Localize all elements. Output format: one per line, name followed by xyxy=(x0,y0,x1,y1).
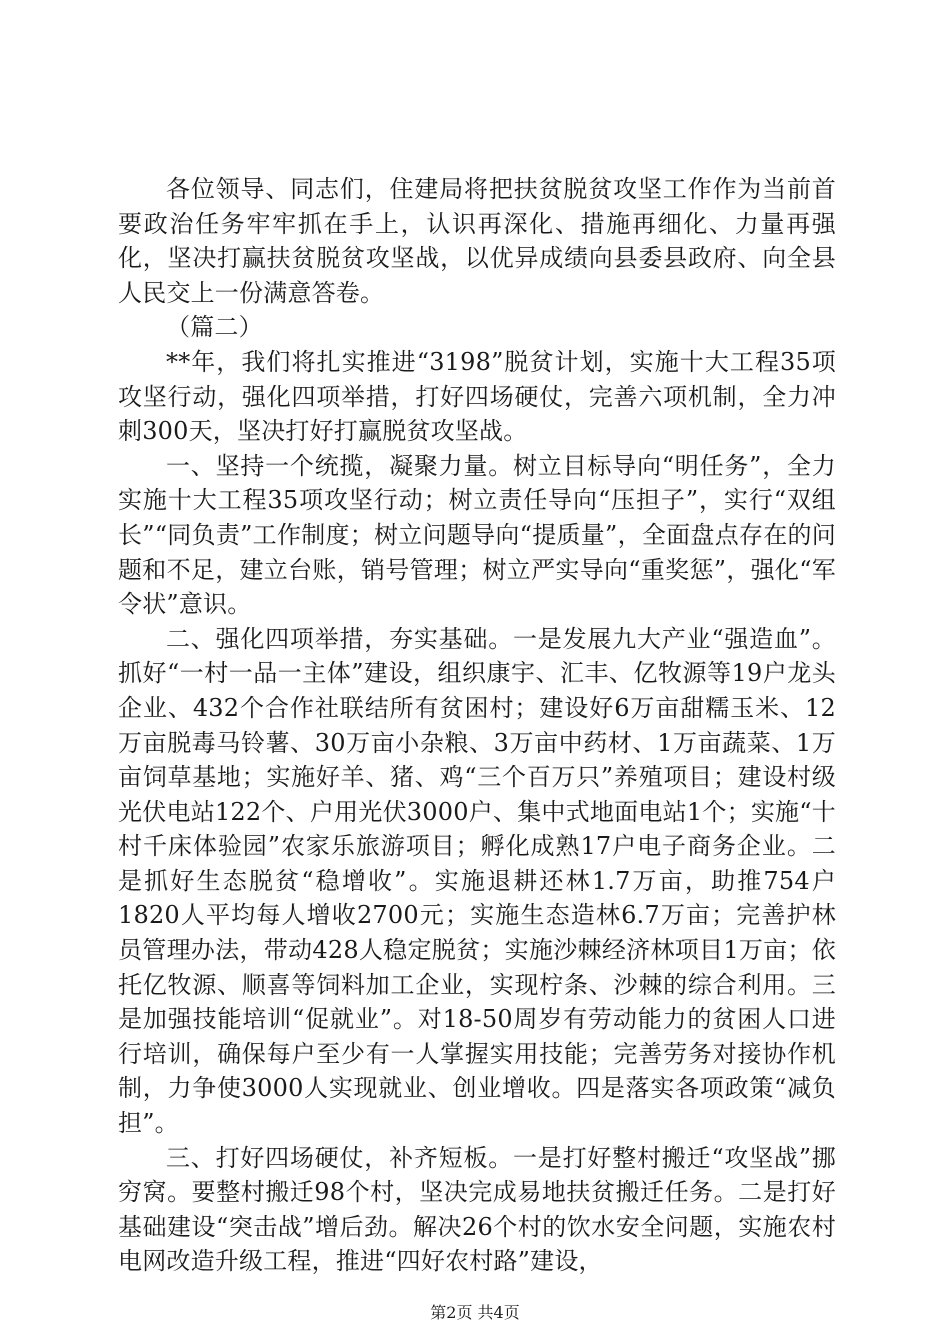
paragraph-closing-remarks: 各位领导、同志们，住建局将把扶贫脱贫攻坚工作作为当前首要政治任务牢牢抓在手上，认识再深化、措施再细化、力量再强化，坚决打赢扶贫脱贫攻坚战，以优异成绩向县委县政府、向全县人民交上一份满意答卷。 xyxy=(118,175,836,307)
paragraph-annual-plan: **年，我们将扎实推进“3198”脱贫计划，实施十大工程35项攻坚行动，强化四项举措，打好四场硬仗，完善六项机制，全力冲刺300天，坚决打好打赢脱贫攻坚战。 xyxy=(118,347,836,446)
paragraph-point-one: 一、坚持一个统揽，凝聚力量。树立目标导向“明任务”，全力实施十大工程35项攻坚行动；树立责任导向“压担子”，实行“双组长”“同负责”工作制度；树立问题导向“提质量”，全面盘点存在的问题和不足，建立台账，销号管理；树立严实导向“重奖惩”，强化“军令状”意识。 xyxy=(118,451,836,619)
paragraph-point-two: 二、强化四项举措，夯实基础。一是发展九大产业“强造血”。抓好“一村一品一主体”建设，组织康宇、汇丰、亿牧源等19户龙头企业、432个合作社联结所有贫困村；建设好6万亩甜糯玉米、12万亩脱毒马铃薯、30万亩小杂粮、3万亩中药材、1万亩蔬菜、1万亩饲草基地；实施好羊、猪、鸡“三个百万只”养殖项目；建设村级光伏电站122个、户用光伏3000户、集中式地面电站1个；实施“十村千床体验园”农家乐旅游项目；孵化成熟17户电子商务企业。二是抓好生态脱贫“稳增收”。实施退耕还林1.7万亩，助推754户1820人平均每人增收2700元；实施生态造林6.7万亩；完善护林员管理办法，带动428人稳定脱贫；实施沙棘经济林项目1万亩；依托亿牧源、顺喜等饲料加工企业，实现柠条、沙棘的综合利用。三是加强技能培训“促就业”。对18-50周岁有劳动能力的贫困人口进行培训，确保每户至少有一人掌握实用技能；完善劳务对接协作机制，力争使3000人实现就业、创业增收。四是落实各项政策“减负担”。 xyxy=(118,624,836,1138)
section-heading-part-two: （篇二） xyxy=(166,313,263,342)
paragraph-point-three: 三、打好四场硬仗，补齐短板。一是打好整村搬迁“攻坚战”挪穷窝。要整村搬迁98个村，坚决完成易地扶贫搬迁任务。二是打好基础建设“突击战”增后劲。解决26个村的饮水安全问题，实施农村电网改造升级工程，推进“四好农村路”建设， xyxy=(118,1143,836,1276)
document-body xyxy=(118,172,836,1279)
page-footer: 第2页 共4页 xyxy=(430,1303,520,1322)
